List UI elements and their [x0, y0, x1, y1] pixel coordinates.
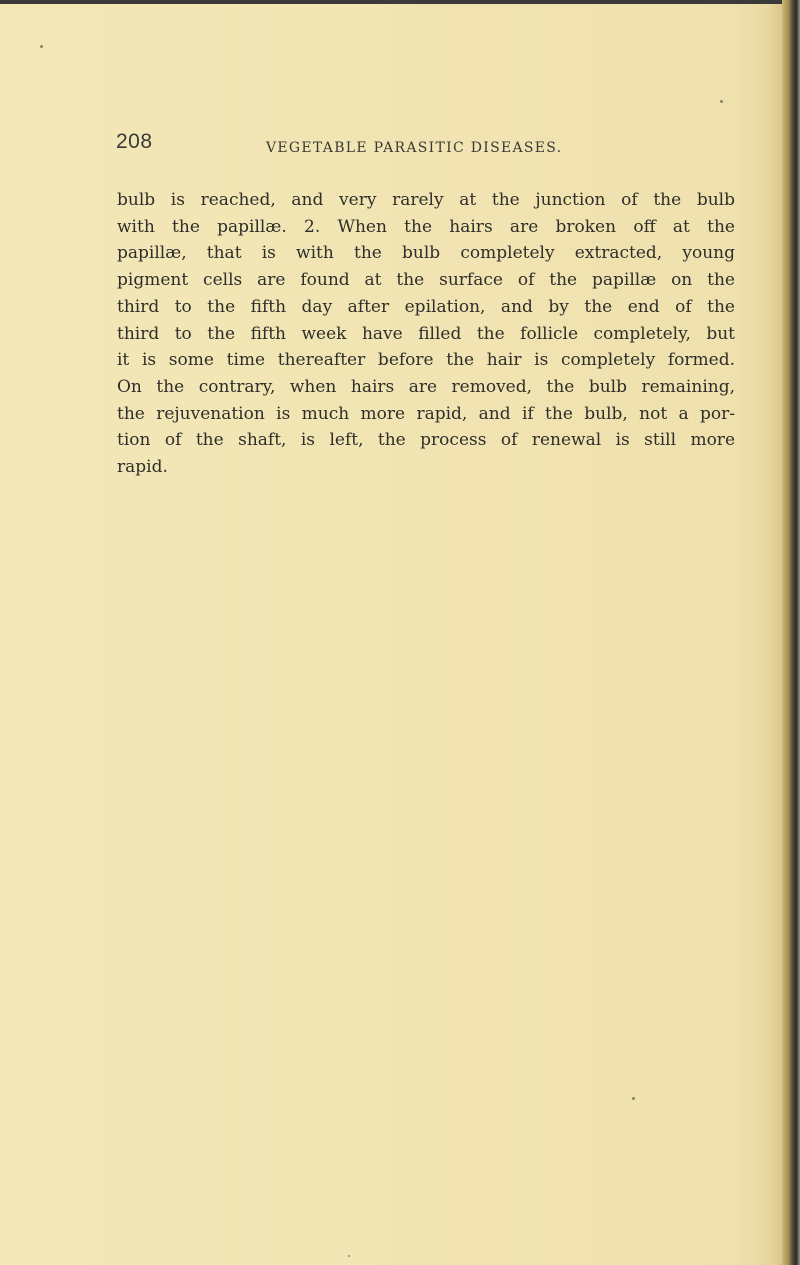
text-line: papillæ, that is with the bulb completely extracted, young — [117, 243, 735, 264]
text-line: it is some time thereafter before the hair is completely formed. — [117, 350, 735, 371]
page-top-edge — [0, 0, 790, 4]
book-binding-edge — [782, 0, 800, 1265]
text-line: rapid. — [117, 457, 168, 478]
text-line: tion of the shaft, is left, the process of renewal is still more — [117, 430, 735, 451]
body-paragraph — [117, 187, 735, 481]
paper-speck — [40, 45, 43, 48]
text-line: third to the fifth week have filled the follicle completely, but — [117, 323, 735, 344]
text-line: with the papillæ. 2. When the hairs are broken off at the — [117, 216, 735, 237]
text-line: the rejuvenation is much more rapid, and if the bulb, not a por- — [117, 403, 735, 424]
text-line: third to the fifth day after epilation, and by the end of the — [117, 296, 735, 317]
paper-speck — [348, 1255, 350, 1257]
text-line: On the contrary, when hairs are removed, the bulb remaining, — [117, 376, 735, 397]
text-line: pigment cells are found at the surface of the papillæ on the — [117, 270, 735, 291]
page-number: 208 — [116, 130, 153, 153]
paper-speck — [720, 100, 723, 103]
text-line: bulb is reached, and very rarely at the junction of the bulb — [117, 190, 735, 210]
paper-speck — [632, 1097, 635, 1100]
running-head: VEGETABLE PARASITIC DISEASES. — [266, 140, 563, 156]
